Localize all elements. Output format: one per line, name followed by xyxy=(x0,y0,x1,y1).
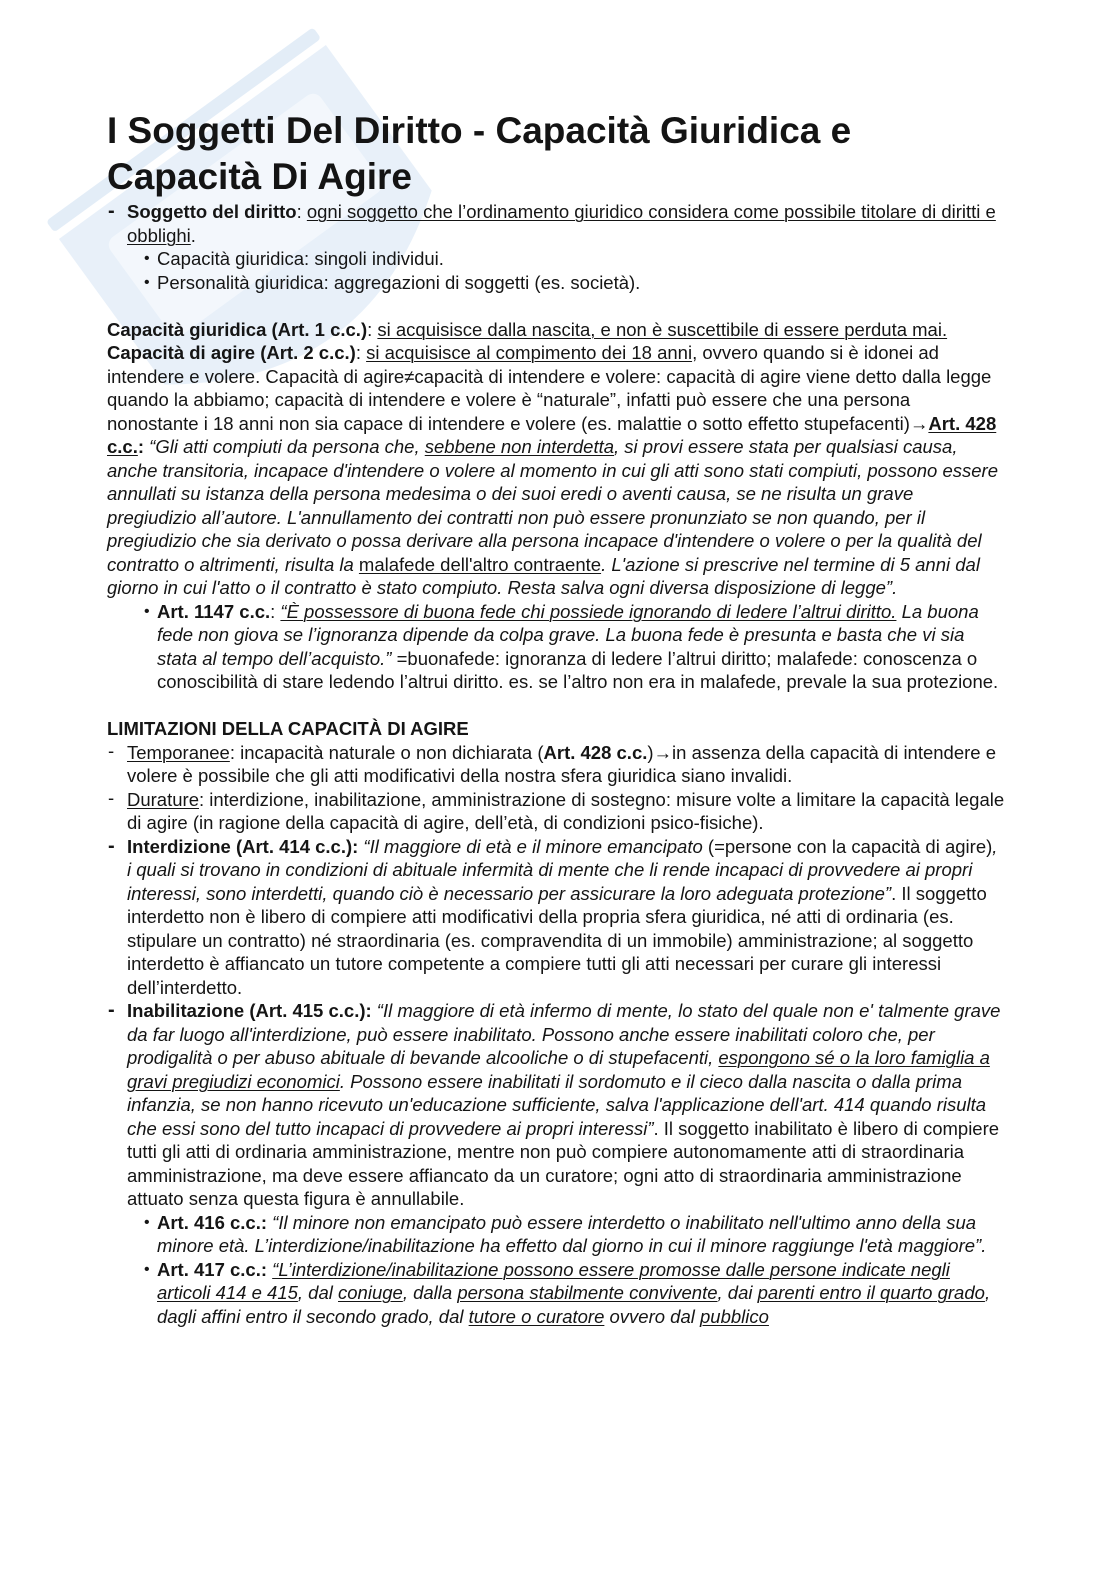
text-run: “Il minore non emancipato può essere interdetto o inabilitato nell'ultimo anno della sua minore età. L’interdizione/inabilitazione ha effetto dal giorno in cui il minore raggiunge l'età maggiore”. xyxy=(157,1211,987,1256)
bullet-text xyxy=(157,600,1005,694)
bullet-marker: • xyxy=(144,602,150,620)
text-run: : xyxy=(296,201,307,222)
text-run: tutore o curatore xyxy=(468,1305,605,1327)
text-run: “È possessore di buona fede chi possiede ignorando di ledere l’altrui diritto. xyxy=(280,600,897,622)
list-item-text xyxy=(127,200,1005,247)
text-run: . Il soggetto inabilitato è libero di compiere tutti gli atti di ordinaria amministrazione, mentre non può compiere autonomamente atti di straordinaria amministrazione, ma deve essere affiancato da un curatore; ogni atto di straordinaria amministrazione attuato senza questa figura è annullabile. xyxy=(127,1117,1000,1209)
text-run: La buona fede non giova se l’ignoranza dipende da colpa grave. La buona fede è presunta e basta che vi sia stata al tempo dell’acquisto.” xyxy=(157,600,979,669)
bullet-item-art-416 xyxy=(107,1211,1005,1258)
text-run: “Gli atti compiuti da persona che, xyxy=(144,436,425,457)
text-run: coniuge xyxy=(338,1282,403,1303)
text-run: , dai xyxy=(717,1282,758,1303)
text-run: . L'azione si prescrive nel termine di 5 anni dal giorno in cui l'atto o il contratto è stato compiuto. Resta salva ogni diversa disposizione di legge”. xyxy=(107,553,980,598)
text-run: si acquisisce dalla nascita, e non è suscettibile di essere perduta mai. xyxy=(377,318,948,340)
text-run: Art. 417 c.c.: xyxy=(157,1258,268,1280)
text-run: parenti entro il quarto grado xyxy=(757,1282,985,1303)
text-run: : xyxy=(367,318,378,340)
text-run: . Possono essere inabilitati il sordomuto e il cieco dalla nascita o dalla prima infanzia, se non hanno ricevuto un'educazione sufficiente, salva l'applicazione dell'art. 414 quando risulta che essi sono del tutto incapaci di provvedere ai propri interessi” xyxy=(127,1070,987,1139)
list-item-inabilitazione xyxy=(107,999,1005,1211)
text-run: Capacità giuridica (Art. 1 c.c.) xyxy=(107,318,368,340)
text-run: , dal xyxy=(297,1282,339,1303)
text-run: , dagli affini entro il secondo grado, dal xyxy=(157,1282,991,1327)
document-body xyxy=(107,200,1005,1328)
paragraph-capacita-giuridica xyxy=(107,318,1005,342)
text-run: Art. 1147 c.c. xyxy=(157,600,271,622)
text-run: “Il maggiore di età e il minore emancipato xyxy=(358,835,703,857)
bullet-text xyxy=(157,271,1005,295)
text-run: si acquisisce al compimento dei 18 anni xyxy=(366,342,693,363)
text-run: , ovvero quando si è idonei ad intendere e volere. Capacità di agire≠capacità di intendere e volere: capacità di agire viene detto dalla legge quando la abbiamo; capacità di intendere e volere è “naturale”, infatti può essere che una persona nonostante i 18 anni non sia capace di intendere e volere (es. malattie o sotto effetto stupefacenti)→ xyxy=(107,342,992,434)
blank-line xyxy=(107,694,1005,718)
dash-marker: - xyxy=(108,999,115,1021)
list-item-text xyxy=(127,835,1005,1000)
bullet-text xyxy=(157,1211,1005,1258)
text-run: Personalità giuridica: aggregazioni di soggetti (es. società). xyxy=(157,271,641,293)
blank-line xyxy=(107,294,1005,318)
section-heading: LIMITAZIONI DELLA CAPACITÀ DI AGIRE xyxy=(107,718,469,739)
text-run: : interdizione, inabilitazione, amministrazione di sostegno: misure volte a limitare la capacità legale di agire (in ragione della capacità di agire, dell’età, di condizioni psico-fisiche). xyxy=(127,788,1005,833)
text-run: : xyxy=(355,342,367,363)
paragraph-capacita-di-agire xyxy=(107,341,1005,600)
text-run: Art. 428 c.c. xyxy=(543,741,648,763)
text-run: Capacità giuridica: singoli individui. xyxy=(157,248,444,269)
page-title: I Soggetti Del Diritto - Capacità Giuridica e Capacità Di Agire xyxy=(107,110,852,197)
text-run: : incapacità naturale o non dichiarata ( xyxy=(229,741,544,763)
dash-marker: - xyxy=(108,834,115,857)
text-run: espongono sé o la loro famiglia a gravi pregiudizi economici xyxy=(127,1047,990,1092)
text-run: : xyxy=(270,600,281,622)
list-item-temporanee xyxy=(107,741,1005,788)
list-item-soggetto-del-diritto xyxy=(107,200,1005,247)
bullet-item-capacita-giuridica xyxy=(107,247,1005,271)
text-run: Art. 416 c.c.: xyxy=(157,1211,268,1233)
text-run: Art. 428 c.c. xyxy=(107,412,997,457)
bullet-marker: • xyxy=(144,273,150,291)
bullet-marker: • xyxy=(144,1260,150,1278)
text-run: sebbene non interdetta xyxy=(424,436,615,457)
text-run: persona stabilmente convivente xyxy=(457,1282,718,1303)
text-run: , dalla xyxy=(402,1282,458,1303)
text-run: (=persone con la capacità di agire) xyxy=(702,835,993,857)
text-run: )→in assenza della capacità di intendere e volere è possibile che gli atti modificativi della nostra sfera giuridica siano invalidi. xyxy=(127,741,997,786)
text-run: ogni soggetto che l’ordinamento giuridico considera come possibile titolare di diritti e obblighi xyxy=(127,201,996,246)
text-run: : xyxy=(137,436,145,457)
dash-marker: - xyxy=(108,786,115,808)
bullet-item-art-1147 xyxy=(107,600,1005,694)
text-run: . Il soggetto interdetto non è libero di compiere atti modificativi della propria sfera giuridica, né atti di ordinaria (es. stipulare un contratto) né straordinaria (es. compravendita di un immobile) amministrazione; al soggetto interdetto è affiancato un tutore competente a compiere tutti gli atti necessari per curare gli interessi dell’interdetto. xyxy=(127,882,987,998)
text-run: Soggetto del diritto xyxy=(127,201,297,222)
list-item-interdizione xyxy=(107,835,1005,1000)
text-run: malafede dell'altro contraente xyxy=(358,553,602,575)
text-run: =buonafede: ignoranza di ledere l’altrui diritto; malafede: conoscenza o conoscibilità di stare ledendo l’altrui diritto. es. se l’altro non era in malafede, prevale la sua protezione. xyxy=(157,647,999,692)
text-run: Temporanee xyxy=(127,741,230,763)
text-run: “Il maggiore di età infermo di mente, lo stato del quale non e' talmente grave da far luogo all'interdizione, può essere inabilitato. Possono anche essere inabilitati coloro che, per prodigalità o per abuso abituale di bevande alcooliche o di stupefacenti, xyxy=(127,1000,1001,1068)
text-run: Durature xyxy=(127,788,199,810)
text-run: , si provi essere stata per qualsiasi causa, anche transitoria, incapace d'intendere o volere al momento in cui gli atti sono stati compiuti, possono essere annullati su istanza della persona medesima o dei suoi eredi o aventi causa, se ne risulta un grave pregiudizio all’autore. L'annullamento dei contratti non può essere pronunziato se non quando, per il pregiudizio che sia derivato o possa derivare alla persona incapace d'intendere o volere o per la qualità del contratto o altrimenti, risulta la xyxy=(107,436,998,575)
text-run: Inabilitazione (Art. 415 c.c.): xyxy=(127,1000,372,1021)
list-item-text xyxy=(127,741,1005,788)
bullet-item-art-417 xyxy=(107,1258,1005,1329)
text-run: “L’interdizione/inabilitazione possono essere promosse dalle persone indicate negli articoli 414 e 415 xyxy=(157,1258,950,1303)
text-run: pubblico xyxy=(700,1305,769,1327)
list-item-durature xyxy=(107,788,1005,835)
dash-marker: - xyxy=(108,739,115,761)
list-item-text xyxy=(127,788,1005,835)
list-item-text xyxy=(127,999,1005,1211)
bullet-item-personalita-giuridica xyxy=(107,271,1005,295)
text-run: Interdizione (Art. 414 c.c.): xyxy=(127,835,359,857)
bullet-marker: • xyxy=(144,1213,150,1231)
text-run: Capacità di agire (Art. 2 c.c.) xyxy=(107,342,356,363)
text-run: , i quali si trovano in condizioni di abituale infermità di mente che li rende incapaci di provvedere ai propri interessi, sono interdetti, quando ciò è necessario per assicurare la loro adeguata protezione” xyxy=(127,835,998,904)
dash-marker: - xyxy=(108,200,115,222)
bullet-marker: • xyxy=(144,250,150,267)
bullet-text xyxy=(157,247,1005,271)
text-run: ovvero dal xyxy=(604,1305,701,1327)
text-run: . xyxy=(190,224,196,246)
bullet-text xyxy=(157,1258,1005,1329)
